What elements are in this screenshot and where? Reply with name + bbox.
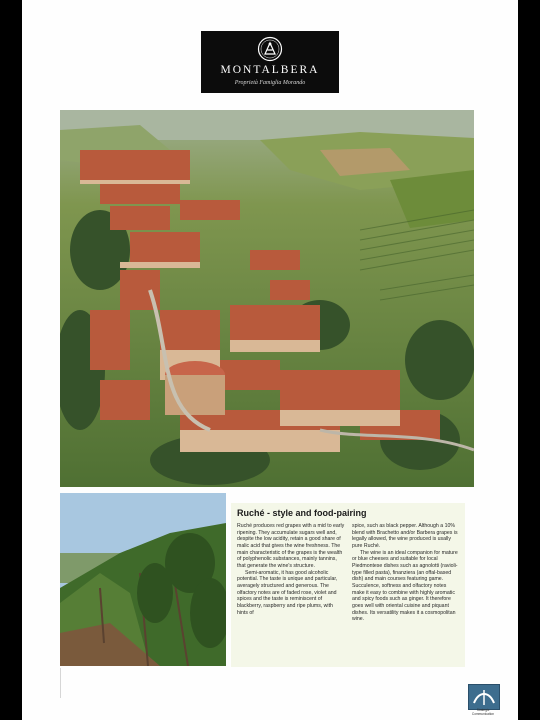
brand-name: MONTALBERA [220,64,320,76]
article-column-right [352,523,460,623]
montalbera-logo [201,31,339,93]
article-body [237,523,461,623]
paragraph: Ruché produces red grapes with a mid to early ripening. They accumulate sugars well and, despite the low acidity, retain a good share of malic acid that gives the wine freshness. The main characteristic of the grapes is the wealth of polyphenolic substances, mainly tannins, that generate the wine's structure. [237,523,345,569]
page-crease [60,668,61,698]
article-title: Ruché - style and food-pairing [237,508,367,518]
aerial-town-photo [60,110,474,487]
magazine-page [22,0,518,720]
vineyard-illustration [60,493,226,666]
article-column-left [237,523,345,623]
article-box [231,503,465,667]
crest-icon [257,36,283,62]
publisher-mark-icon [469,685,499,709]
paragraph: spice, such as black pepper. Although a 10% blend with Brachetto and/or Barbera grapes is legally allowed, the wine produced is usally pure Ruché. [352,523,458,549]
paragraph: The wine is an ideal companion for mature or blue cheeses and suitable for local Piedmontese dishes such as agnolotti (ravioli-type filled pasta), finanziera (an offal-based dish) and main courses featuring game. Succulence, softness and olfactory notes make it easy to combine with highly aromatic and spicy foods such as ginger. It therefore goes well with oriental cuisine and piquant dishes. Its versatility makes it a cosmopolitan wine. [352,549,458,623]
aerial-town-illustration [60,110,474,487]
publisher-name: Strategic Communication [471,708,495,716]
vineyard-photo [60,493,226,666]
paragraph: Semi-aromatic, it has good alcoholic potential. The taste is unique and particular, averagely structured and generous. The olfactory notes are of faded rose, violet and spices and the taste is reminiscent of blackberry, raspberry and ripe plums, with hints of [237,569,338,616]
brand-tagline: Proprietà Famiglia Morando [234,80,306,86]
publisher-logo-icon [468,684,500,710]
